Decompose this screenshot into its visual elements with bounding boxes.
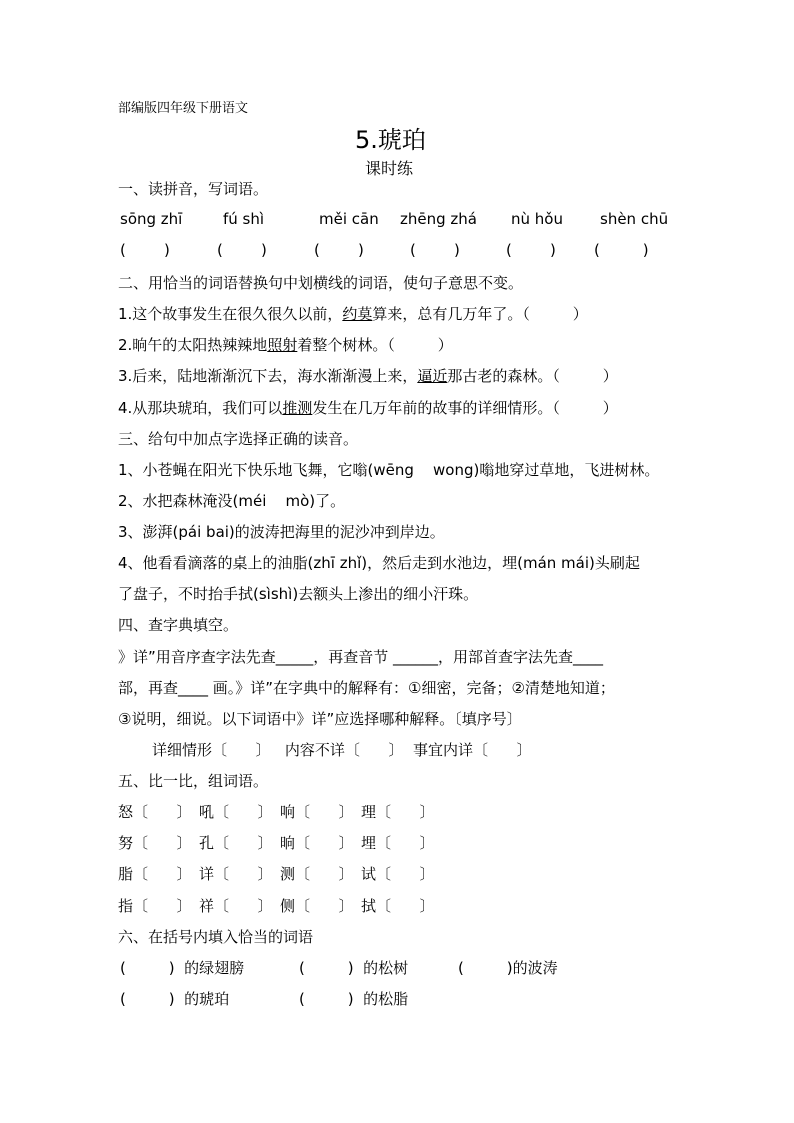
compare-cell[interactable]: 祥〔 〕 — [199, 897, 273, 915]
fill-phrase[interactable]: ( ) 的绿翅膀 — [120, 959, 245, 977]
compare-cell[interactable]: 晌〔 〕 — [280, 834, 354, 852]
pinyin-2: fú shì — [223, 210, 265, 228]
underlined-word: 逼近 — [417, 367, 448, 385]
pinyin-1: sōng zhī — [120, 210, 183, 228]
answer-bracket-2[interactable]: ( ) — [217, 241, 267, 259]
page-subtitle: 课时练 — [365, 159, 414, 178]
fill-phrase[interactable]: ( ) 的松脂 — [299, 990, 409, 1008]
underlined-word: 照射 — [267, 336, 298, 354]
pinyin-4: zhēng zhá — [400, 210, 477, 228]
compare-cell[interactable]: 理〔 〕 — [361, 803, 435, 821]
pinyin-3: měi cān — [319, 210, 379, 228]
document-source: 部编版四年级下册语文 — [118, 101, 249, 116]
compare-cell[interactable]: 吼〔 〕 — [199, 803, 273, 821]
section1-heading: 一、读拼音，写词语。 — [118, 180, 269, 198]
section3-item-2: 2、水把森林淹没(méi mò)了。 — [118, 492, 346, 510]
compare-cell[interactable]: 努〔 〕 — [118, 834, 192, 852]
compare-cell[interactable]: 脂〔 〕 — [118, 865, 192, 883]
section4-heading: 四、查字典填空。 — [118, 616, 239, 634]
compare-cell[interactable]: 埋〔 〕 — [361, 834, 435, 852]
section2-heading: 二、用恰当的词语替换句中划横线的词语，使句子意思不变。 — [118, 274, 524, 292]
compare-cell[interactable]: 孔〔 〕 — [199, 834, 273, 852]
section4-line-3: ③说明，细说。以下词语中》详”应选择哪种解释。〔填序号〕 — [118, 710, 522, 728]
underlined-word: 推测 — [282, 399, 313, 417]
section3-item-4-cont: 了盘子，不时抬手拭(sìshì)去额头上渗出的细小汗珠。 — [118, 585, 479, 603]
answer-bracket-6[interactable]: ( ) — [594, 241, 649, 259]
section2-item-1: 1.这个故事发生在很久很久以前，约莫算来，总有几万年了。（ ） — [118, 305, 588, 323]
compare-cell[interactable]: 详〔 〕 — [199, 865, 273, 883]
page-title: 5.琥珀 — [355, 126, 426, 154]
answer-bracket-1[interactable]: ( ) — [120, 241, 170, 259]
pinyin-5: nù hǒu — [511, 210, 563, 228]
section6-heading: 六、在括号内填入恰当的词语 — [118, 928, 314, 946]
fill-phrase[interactable]: ( )的波涛 — [458, 959, 558, 977]
compare-cell[interactable]: 试〔 〕 — [361, 865, 435, 883]
section3-item-3: 3、澎湃(pái bai)的波涛把海里的泥沙冲到岸边。 — [118, 523, 445, 541]
compare-cell[interactable]: 拭〔 〕 — [361, 897, 435, 915]
compare-cell[interactable]: 侧〔 〕 — [280, 897, 354, 915]
section3-heading: 三、给句中加点字选择正确的读音。 — [118, 430, 359, 448]
section3-item-1: 1、小苍蝇在阳光下快乐地飞舞，它嗡(wēng wong)嗡地穿过草地，飞进树林。 — [118, 461, 660, 479]
compare-cell[interactable]: 响〔 〕 — [280, 803, 354, 821]
section5-heading: 五、比一比，组词语。 — [118, 772, 269, 790]
compare-cell[interactable]: 测〔 〕 — [280, 865, 354, 883]
section4-line-2: 部，再查____ 画。》详”在字典中的解释有：①细密，完备；②清楚地知道； — [118, 679, 615, 697]
section2-item-2: 2.晌午的太阳热辣辣地照射着整个树林。（ ） — [118, 336, 453, 354]
answer-bracket-5[interactable]: ( ) — [506, 241, 556, 259]
underlined-word: 约莫 — [342, 305, 373, 323]
section4-fill-line[interactable]: 详细情形〔 〕 内容不详〔 〕 事宜内详〔 〕 — [152, 741, 532, 759]
compare-cell[interactable]: 指〔 〕 — [118, 897, 192, 915]
section3-item-4: 4、他看看滴落的桌上的油脂(zhī zhǐ)，然后走到水池边，埋(mán mái)头刷起 — [118, 554, 640, 572]
pinyin-6: shèn chū — [600, 210, 669, 228]
answer-bracket-3[interactable]: ( ) — [314, 241, 364, 259]
section2-item-3: 3.后来，陆地渐渐沉下去，海水渐渐漫上来，逼近那古老的森林。（ ） — [118, 367, 618, 385]
section2-item-4: 4.从那块琥珀，我们可以推测发生在几万年前的故事的详细情形。（ ） — [118, 399, 618, 417]
answer-bracket-4[interactable]: ( ) — [410, 241, 460, 259]
compare-cell[interactable]: 怒〔 〕 — [118, 803, 192, 821]
fill-phrase[interactable]: ( ) 的琥珀 — [120, 990, 230, 1008]
fill-phrase[interactable]: ( ) 的松树 — [299, 959, 409, 977]
section4-line-1: 》详”用音序查字法先查_____，再查音节 ______，用部首查字法先查____ — [118, 648, 604, 666]
